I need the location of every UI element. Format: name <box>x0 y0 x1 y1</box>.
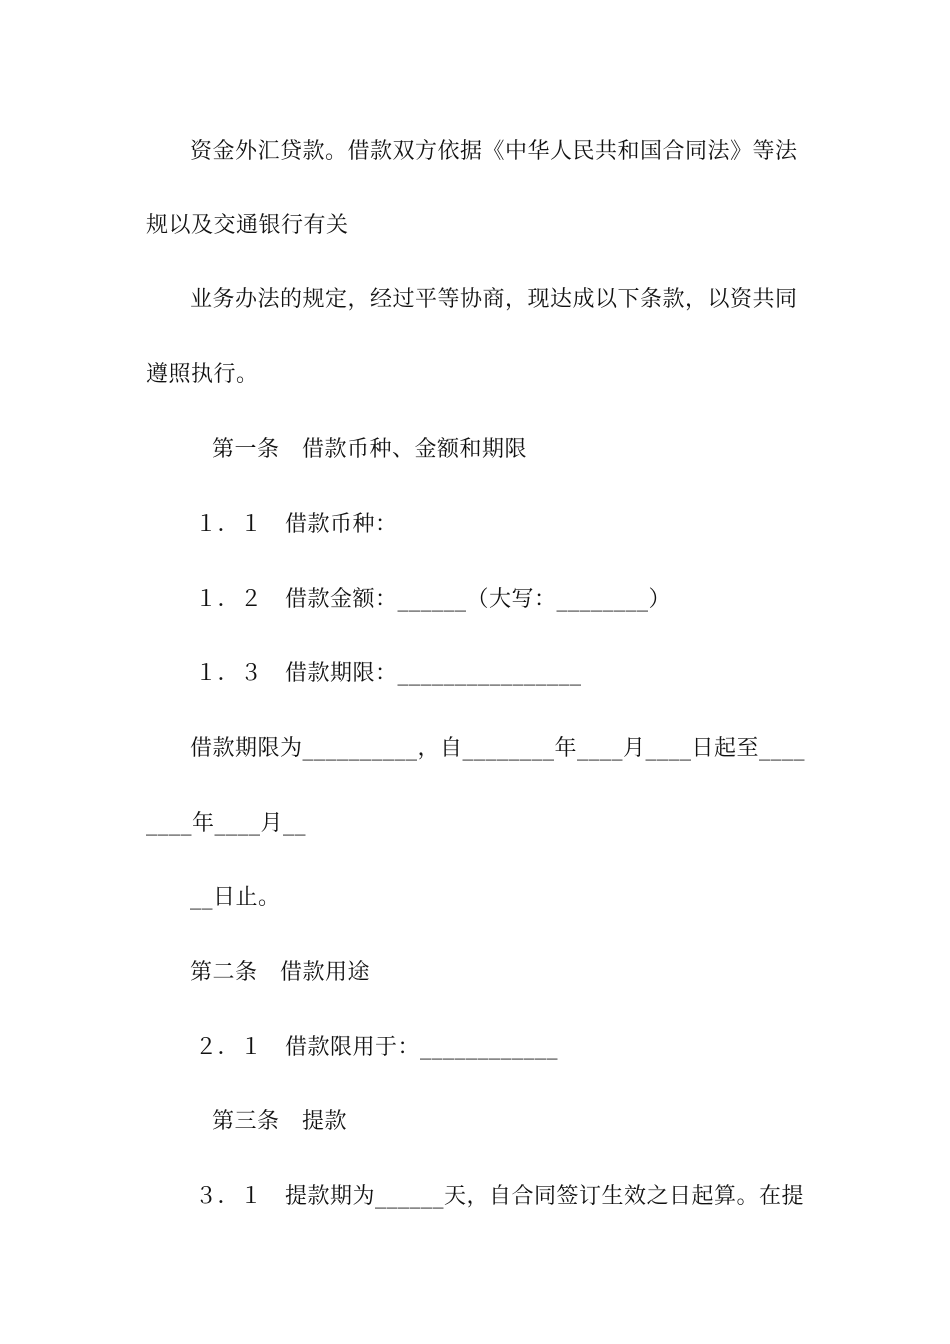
clause-line: ３．１ 提款期为______天，自合同签订生效之日起算。在提 <box>195 1184 805 1209</box>
clause-line: ２．１ 借款限用于：____________ <box>195 1035 559 1060</box>
clause-line: １．２ 借款金额：______（大写：________） <box>195 587 672 612</box>
paragraph-line: 资金外汇贷款。借款双方依据《中华人民共和国合同法》等法 <box>190 139 798 164</box>
paragraph-line: 遵照执行。 <box>146 362 259 387</box>
article-heading: 第二条 借款用途 <box>190 960 371 985</box>
article-heading: 第三条 提款 <box>212 1109 348 1134</box>
paragraph-line: 业务办法的规定，经过平等协商，现达成以下条款，以资共同 <box>190 287 798 312</box>
paragraph-line: 借款期限为__________，自________年____月____日起至____ <box>190 736 806 761</box>
paragraph-line: ____年____月__ <box>146 811 307 836</box>
clause-line: １．３ 借款期限：________________ <box>195 661 582 686</box>
article-heading: 第一条 借款币种、金额和期限 <box>212 437 528 462</box>
clause-line: １．１ 借款币种： <box>195 512 398 537</box>
paragraph-line: 规以及交通银行有关 <box>146 213 349 238</box>
paragraph-line: __日止。 <box>190 885 281 910</box>
